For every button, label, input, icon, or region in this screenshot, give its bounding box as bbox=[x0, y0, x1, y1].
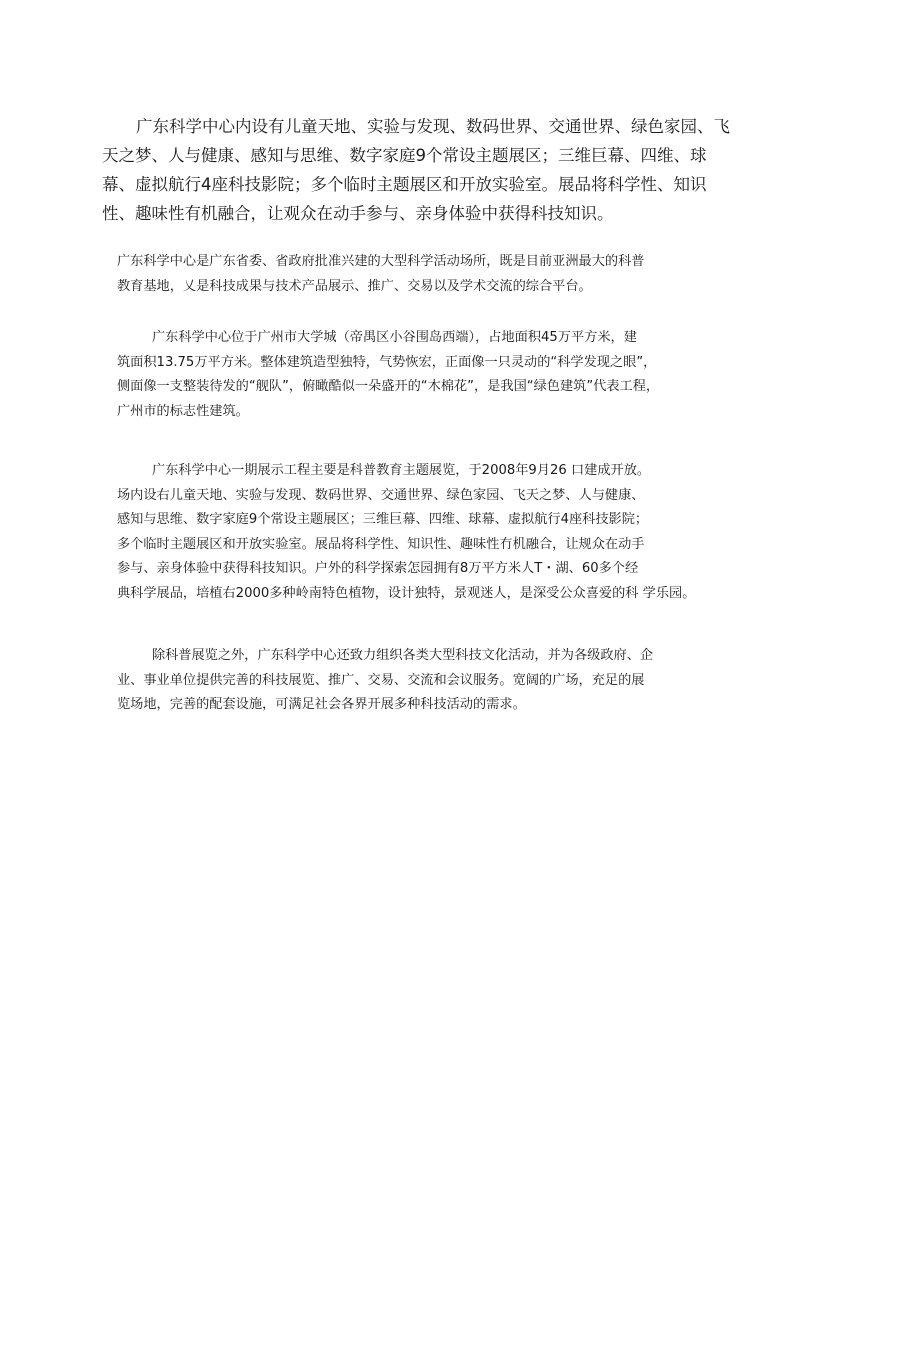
text-line: 感知与思维、数字家庭9个常设主题展区；三维巨幕、四维、球幕、虚拟航行4座科技影院； bbox=[117, 512, 649, 527]
paragraph-location bbox=[117, 326, 817, 424]
text-line: 性、趣味性有机融合，让观众在动手参与、亲身体验中获得科技知识。 bbox=[102, 204, 614, 223]
text-line: 筑面积13.75万平方米。整体建筑造型独特，气势恢宏，正面像一只灵动的“科学发现之眼”， bbox=[117, 354, 657, 370]
paragraph-intro bbox=[102, 112, 802, 228]
text-line: 天之梦、人与健康、感知与思维、数字家庭9个常设主题展区；三维巨幕、四维、球 bbox=[102, 146, 707, 165]
text-line: 场内设右儿童天地、实验与发现、数码世界、交通世界、绿色家园、飞天之梦、人与健康、 bbox=[117, 487, 645, 503]
text-line: 广东科学中心一期展示工程主要是科普教育主题展览，于2008年9月26 口建成开放。 bbox=[152, 463, 651, 478]
text-line: 典科学展品，培植右2000多种岭南特色植物，设计独特，景观迷人，是深受公众喜爱的科 学乐园。 bbox=[117, 585, 696, 601]
text-line: 多个临时主题展区和开放实验室。展品将科学性、知识性、趣味性冇机融合，让规众在动手 bbox=[117, 536, 645, 552]
text-line: 教育基地，乂是科技成果与技术产品展示、推广、交易以及学术交流的综合平台。 bbox=[117, 278, 592, 294]
paragraph-phase-one bbox=[117, 459, 817, 606]
paragraph-services bbox=[117, 644, 817, 718]
text-line: 参与、亲身体验中获得科技知识。户外的科学探索怎园拥有8万平方米人T・湖、60多个经 bbox=[117, 561, 639, 576]
paragraph-overview bbox=[117, 250, 817, 299]
text-line: 广东科学中心内设有儿童天地、实验与发现、数码世界、交通世界、绿色家园、飞 bbox=[136, 117, 730, 136]
text-line: 广东科学中心是广东省委、省政府批准兴建的大型科学活动场所，既是目前亚洲最大的科普 bbox=[117, 254, 645, 269]
text-line: 幕、虚拟航行4座科技影院；多个临时主题展区和开放实验室。展品将科学性、知识 bbox=[102, 175, 707, 194]
text-line: 侧面像一支整装待发的“舰队”，俯瞰酷似一朵盛开的“木棉花”，是我国“绿色建筑”代表工程， bbox=[117, 379, 660, 394]
text-line: 除科普展览之外，广东科学中心还致力组织各类大型科技文化活动，并为各级政府、企 bbox=[152, 648, 654, 663]
text-line: 览场地，完善的配套设施，可满足社会各界开展多种科技活动的需求。 bbox=[117, 697, 526, 712]
text-line: 广东科学中心位于广州市大学城（帝禺区小谷围岛西端），占地面积45万平方米，建 bbox=[152, 330, 637, 345]
text-line: 业、事业单位提供完善的科技展览、推广、交易、交流和会议服务。宽阔的广场，充足的展 bbox=[117, 672, 645, 688]
text-line: 广州市的标志性建筑。 bbox=[117, 403, 249, 419]
